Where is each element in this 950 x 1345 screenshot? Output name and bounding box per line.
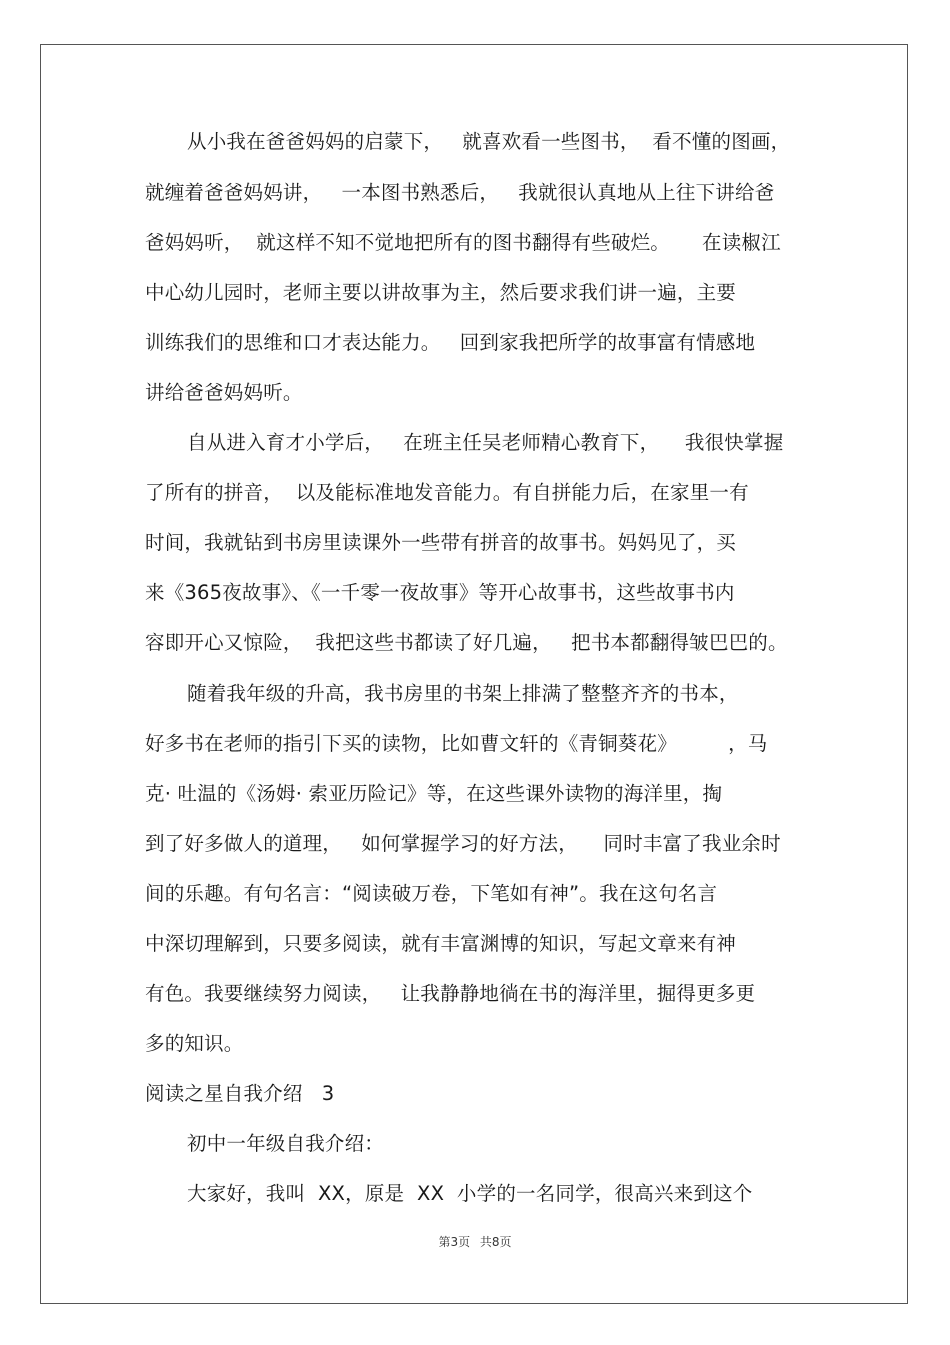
text-line: 大家好，我叫 XX，原是 XX 小学的一名同学，很高兴来到这个 <box>187 1182 753 1205</box>
section-heading: 阅读之星自我介绍 3 <box>145 1082 335 1105</box>
text-line: 初中一年级自我介绍： <box>187 1132 385 1155</box>
text-line: 爸妈妈听， 就这样不知不觉地把所有的图书翻得有些破烂。 在读椒江 <box>145 231 781 254</box>
text-line: 好多书在老师的指引下买的读物，比如曹文轩的《青铜葵花》 ，马 <box>145 732 768 755</box>
text-line: 训练我们的思维和口才表达能力。 回到家我把所学的故事富有情感地 <box>145 331 756 354</box>
text-line: 中深切理解到，只要多阅读，就有丰富渊博的知识，写起文章来有神 <box>145 932 737 955</box>
page-total: 共8页 <box>479 1235 512 1249</box>
text-line: 到了好多做人的道理， 如何掌握学习的好方法， 同时丰富了我业余时 <box>145 832 781 855</box>
text-line: 中心幼儿园时，老师主要以讲故事为主，然后要求我们讲一遍，主要 <box>145 281 737 304</box>
text-line: 有色。我要继续努力阅读， 让我静静地徜在书的海洋里，掘得更多更 <box>145 982 756 1005</box>
text-line: 多的知识。 <box>145 1032 244 1055</box>
text-line: 间的乐趣。有句名言：“阅读破万卷，下笔如有神”。我在这句名言 <box>145 882 718 905</box>
text-line: 讲给爸爸妈妈听。 <box>145 381 303 404</box>
text-line: 时间，我就钻到书房里读课外一些带有拼音的故事书。妈妈见了，买 <box>145 531 737 554</box>
text-line: 了所有的拼音， 以及能标准地发音能力。有自拼能力后，在家里一有 <box>145 481 749 504</box>
text-line: 克· 吐温的《汤姆· 索亚历险记》等，在这些课外读物的海洋里，掏 <box>145 782 723 805</box>
page-number: 第3页 <box>438 1235 471 1249</box>
text-line: 来《365夜故事》、《一千零一夜故事》等开心故事书，这些故事书内 <box>145 581 735 604</box>
text-line: 容即开心又惊险， 我把这些书都读了好几遍， 把书本都翻得皱巴巴的。 <box>145 631 788 654</box>
text-line: 随着我年级的升高，我书房里的书架上排满了整整齐齐的书本， <box>187 682 739 705</box>
text-line: 就缠着爸爸妈妈讲， 一本图书熟悉后， 我就很认真地从上往下讲给爸 <box>145 181 775 204</box>
page-footer <box>0 1234 950 1250</box>
text-line: 从小我在爸爸妈妈的启蒙下， 就喜欢看一些图书， 看不懂的图画， <box>187 130 791 153</box>
text-line: 自从进入育才小学后， 在班主任吴老师精心教育下， 我很快掌握 <box>187 431 784 454</box>
